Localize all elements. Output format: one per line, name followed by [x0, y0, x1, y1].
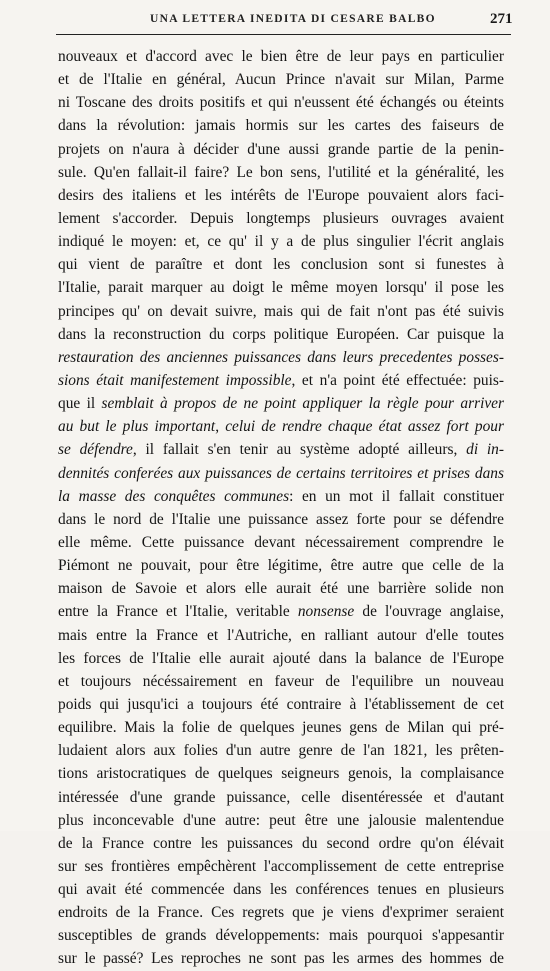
- text-line: [58, 68, 504, 91]
- text-span: , il fallait s'en tenir au système adopté ailleurs,: [132, 441, 467, 459]
- header-rule: [56, 34, 511, 35]
- text-span: poids qui jusqu'ici a toujours été contraire à l'établissement de cet: [58, 695, 504, 713]
- text-line: [58, 161, 504, 184]
- text-span: , et n'a point été effectuée: puis-: [291, 371, 504, 389]
- text-span: lement s'accorder. Depuis longtemps plusieurs ouvrages avaient: [58, 209, 504, 227]
- text-line: [58, 276, 504, 299]
- text-span: indiqué le moyen: et, ce qu' il y a de plus singulier l'écrit anglais: [58, 233, 504, 251]
- text-span: Piémont ne pouvait, pour être légitime, être autre que celle de la: [58, 557, 504, 575]
- text-span: endroits de la France. Ces regrets que je viens d'exprimer seraient: [58, 904, 504, 922]
- text-line: [58, 230, 504, 253]
- text-line: [58, 323, 504, 346]
- text-span: l'Italie, parait marquer au doigt le même moyen lorsqu' il pose les: [58, 279, 504, 297]
- text-line: [58, 184, 504, 207]
- text-span: susceptibles de grands développements: mais pourquoi s'appesantir: [58, 927, 504, 945]
- text-line: [58, 947, 504, 970]
- text-line: [58, 832, 504, 855]
- text-span: les forces de l'Italie elle aurait ajouté dans la balance de l'Europe: [58, 649, 504, 667]
- italic-text-span: la masse des conquêtes communes: [58, 487, 290, 505]
- text-line: [58, 739, 504, 762]
- text-span: nouveaux et d'accord avec le bien être de leur pays en particulier: [58, 48, 504, 65]
- text-line: [58, 415, 504, 438]
- text-line: [58, 670, 504, 693]
- page-header: [0, 11, 550, 33]
- text-span: dans la reconstruction du corps politique Européen. Car puisque la: [58, 325, 504, 343]
- text-span: dans le nord de l'Italie une puissance assez forte pour se défendre: [58, 510, 504, 528]
- text-line: [58, 91, 504, 114]
- text-span: sur le passé? Les reproches ne sont pas les armes des hommes de: [58, 950, 504, 968]
- text-line: [58, 114, 504, 137]
- text-line: [58, 300, 504, 323]
- text-line: [58, 45, 504, 68]
- text-line: [58, 346, 504, 369]
- italic-text-span: nonsense: [297, 603, 355, 621]
- text-line: [58, 207, 504, 230]
- text-line: [58, 855, 504, 878]
- italic-text-span: di in-: [466, 441, 504, 459]
- text-span: elle même. Cette puissance devant nécessairement comprendre le: [58, 533, 504, 551]
- text-line: [58, 462, 504, 485]
- italic-text-span: semblait à propos de ne point appliquer la règle pour arriver: [101, 395, 504, 413]
- text-span: maison de Savoie et alors elle aurait été une barrière solide non: [58, 580, 504, 598]
- body-text: [58, 45, 504, 971]
- italic-text-span: au but le plus important: [58, 418, 216, 436]
- text-line: [58, 600, 504, 623]
- text-span: sule. Qu'en fallait-il faire? Le bon sens, l'utilité et la généralité, les: [58, 163, 504, 181]
- text-line: [58, 485, 504, 508]
- text-span: dans la révolution: jamais hormis sur les cartes des faiseurs de: [58, 117, 504, 135]
- italic-text-span: restauration des anciennes puissances dans leurs precedentes posses-: [58, 348, 504, 366]
- italic-text-span: sions était manifestement impossible: [58, 371, 292, 389]
- text-line: [58, 508, 504, 531]
- text-line: [58, 577, 504, 600]
- text-span: qui vient de paraître et dont les conclusion sont si funestes à: [58, 256, 504, 274]
- text-span: de la France contre les puissances du second ordre qu'on élévait: [58, 834, 504, 852]
- text-span: principes qu' on devait suivre, mais qui de fait n'ont pas été suivis: [58, 302, 504, 320]
- text-span: entre la France et l'Italie, veritable: [58, 603, 298, 621]
- text-line: [58, 901, 504, 924]
- text-line: [58, 392, 504, 415]
- text-span: ludaient alors aux folies d'un autre genre de l'an 1821, les prêten-: [58, 742, 504, 760]
- text-span: ni Toscane des droits positifs et qui n'eussent été échangés ou éteints: [58, 94, 504, 112]
- text-line: [58, 716, 504, 739]
- text-line: [58, 531, 504, 554]
- italic-text-span: se défendre: [58, 441, 133, 459]
- text-line: [58, 624, 504, 647]
- text-line: [58, 809, 504, 832]
- text-span: : en un mot il fallait constituer: [289, 487, 504, 505]
- text-line: [58, 924, 504, 947]
- text-line: [58, 554, 504, 577]
- text-span: qui avait été commencée dans les conférences tenues en plusieurs: [58, 881, 504, 899]
- text-span: que il: [58, 395, 102, 413]
- text-span: ,: [215, 418, 226, 436]
- italic-text-span: dennités conferées aux puissances de certains territoires et prises dans: [58, 464, 504, 482]
- text-line: [58, 138, 504, 161]
- text-span: equilibre. Mais la folie de quelques jeunes gens de Milan qui pré-: [58, 719, 504, 737]
- text-line: [58, 878, 504, 901]
- text-span: desirs des italiens et les intérêts de l'Europe pouvaient alors faci-: [58, 186, 504, 204]
- text-span: intéressée d'une grande puissance, celle disentéressée et d'autant: [58, 788, 504, 806]
- text-span: plus inconcevable d'une autre: peut être une jalousie malentendue: [58, 811, 504, 829]
- text-line: [58, 369, 504, 392]
- text-span: et de l'Italie en général, Aucun Prince n'avait sur Milan, Parme: [58, 71, 504, 89]
- text-span: projets on n'aura à décider d'une aussi grande partie de la penin-: [58, 140, 504, 158]
- text-span: tions aristocratiques de quelques seigneurs genois, la complaisance: [58, 765, 504, 783]
- text-span: sur ses frontières empêchèrent l'accomplissement de cette entreprise: [58, 857, 504, 875]
- text-span: mais entre la France et l'Autriche, en ralliant autour d'elle toutes: [58, 626, 504, 644]
- text-line: [58, 253, 504, 276]
- text-line: [58, 786, 504, 809]
- text-span: et toujours nécéssairement en faveur de l'equilibre un nouveau: [58, 672, 504, 690]
- page-number: 271: [490, 11, 513, 27]
- text-line: [58, 647, 504, 670]
- running-head: UNA LETTERA INEDITA DI CESARE BALBO: [150, 13, 436, 25]
- italic-text-span: celui de rendre chaque état assez fort pour: [225, 418, 504, 436]
- text-line: [58, 693, 504, 716]
- text-line: [58, 438, 504, 461]
- text-span: de l'ouvrage anglaise,: [354, 603, 504, 621]
- text-line: [58, 762, 504, 785]
